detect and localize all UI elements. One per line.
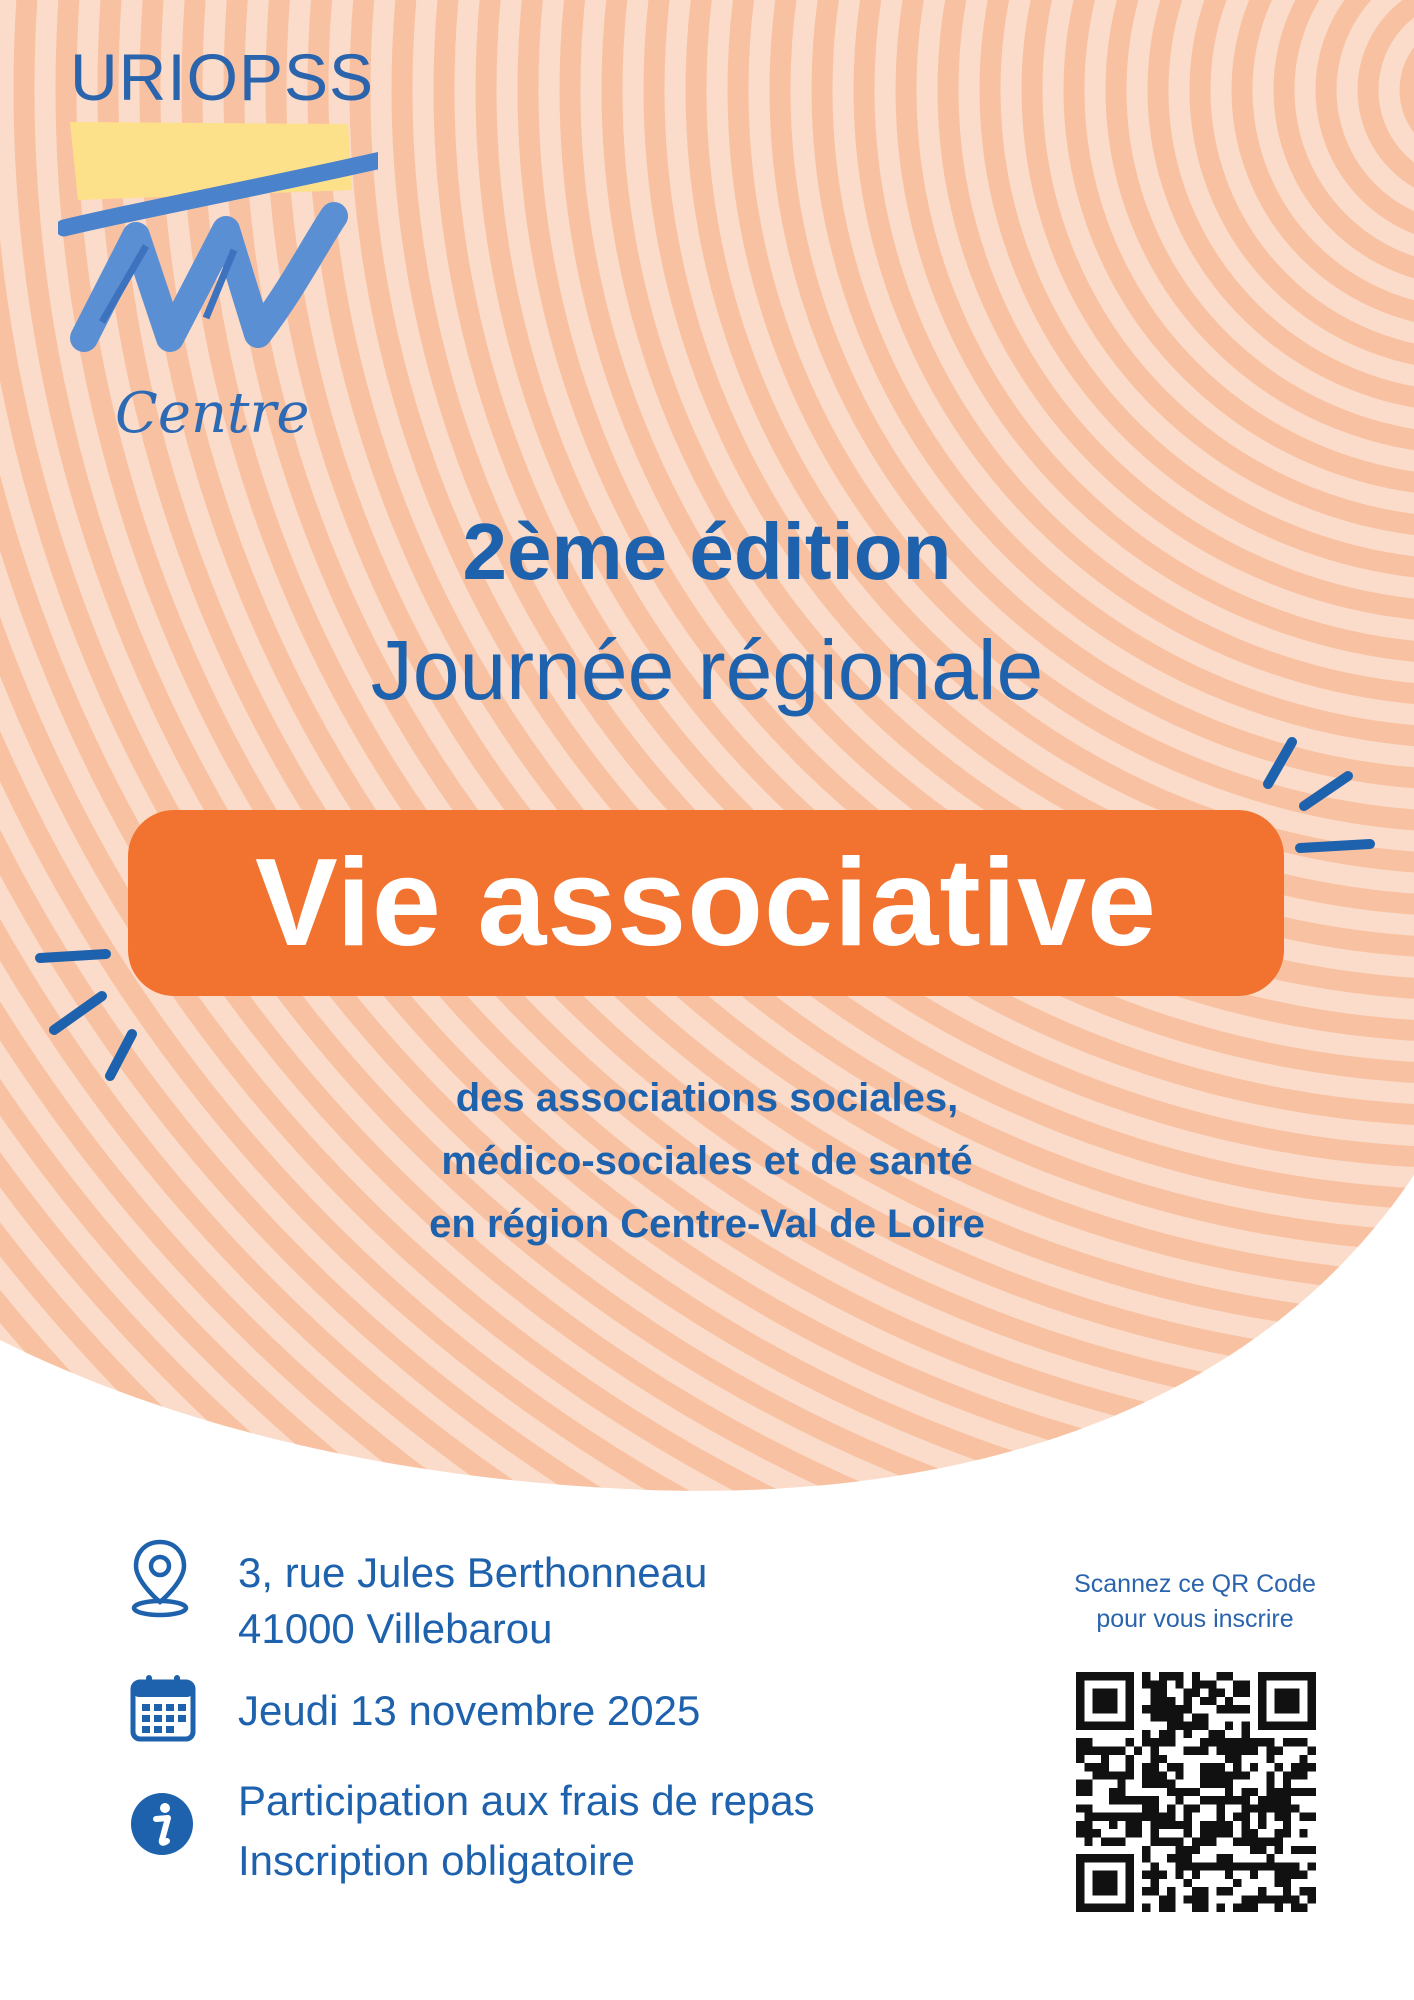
- event-type-heading: Journée régionale: [370, 623, 1044, 717]
- subtitle-line: médico-sociales et de santé: [441, 1139, 973, 1183]
- location-pin-icon: [128, 1538, 192, 1620]
- event-title: Vie associative: [254, 834, 1157, 972]
- logo-mark: [58, 118, 378, 398]
- note-line: Participation aux frais de repas: [238, 1777, 815, 1824]
- address-line: 3, rue Jules Berthonneau: [238, 1549, 708, 1596]
- qr-code[interactable]: [1076, 1672, 1316, 1912]
- logo-wordmark: URIOPSS: [70, 40, 375, 114]
- event-date: Jeudi 13 novembre 2025: [238, 1687, 701, 1734]
- note-line: Inscription obligatoire: [238, 1837, 635, 1884]
- calendar-icon: [128, 1672, 198, 1744]
- qr-caption-line: pour vous inscrire: [1096, 1605, 1294, 1633]
- logo-subtitle: Centre: [115, 381, 310, 446]
- edition-heading: 2ème édition: [462, 507, 952, 596]
- qr-caption-line: Scannez ce QR Code: [1074, 1570, 1316, 1598]
- subtitle-line: des associations sociales,: [455, 1076, 959, 1120]
- info-icon: [130, 1792, 194, 1856]
- address-line: 41000 Villebarou: [238, 1605, 553, 1652]
- subtitle-line: en région Centre-Val de Loire: [429, 1202, 985, 1246]
